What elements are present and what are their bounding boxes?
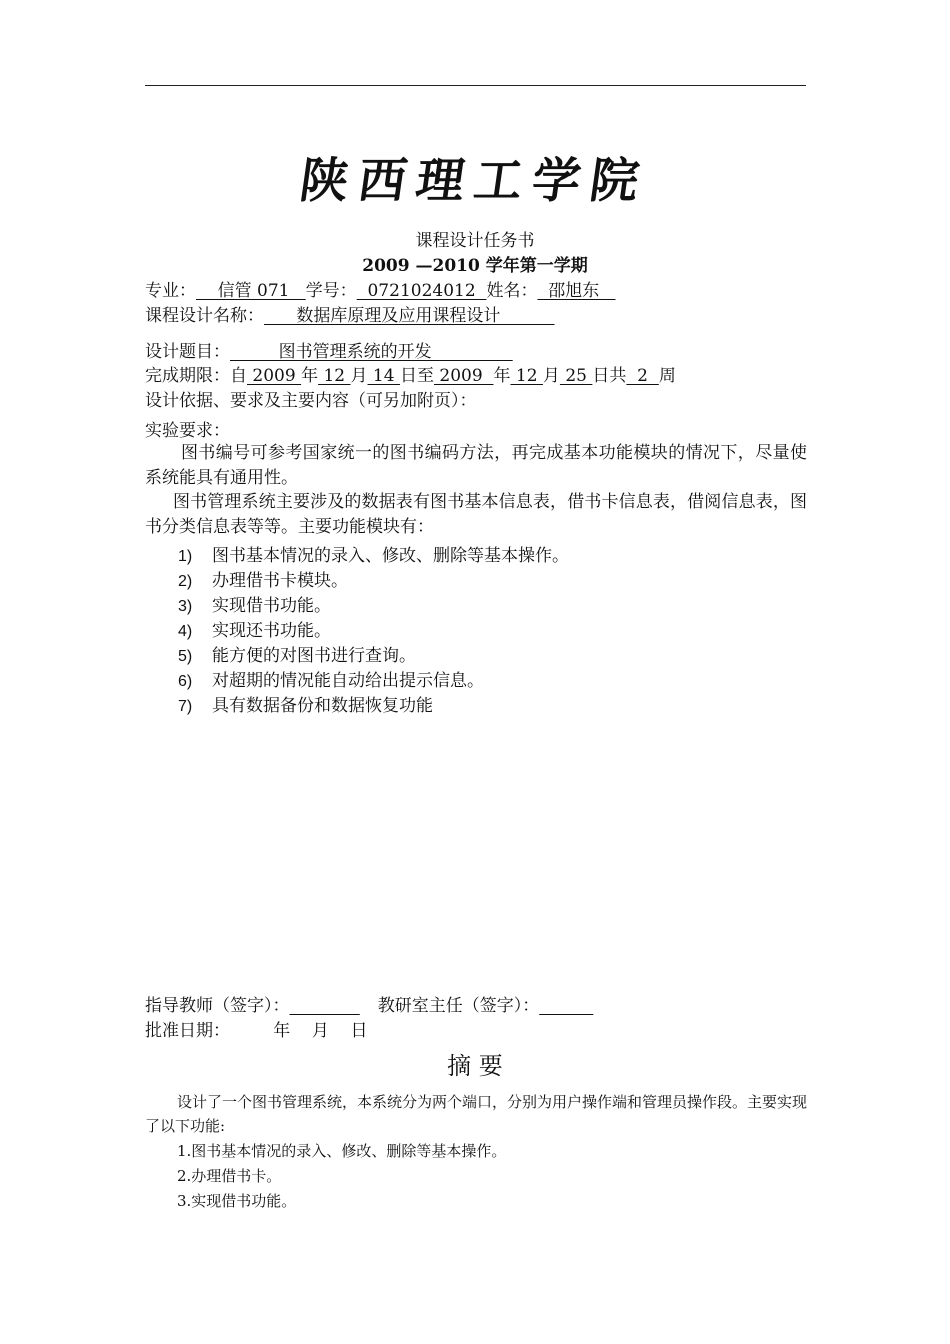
name-label: 姓名：: [486, 281, 538, 301]
list-text: 实现借书功能。: [212, 596, 331, 616]
list-number: 2): [178, 573, 193, 590]
list-text: 具有数据备份和数据恢复功能: [212, 696, 433, 716]
list-item: [178, 591, 331, 616]
advisor-label: 指导教师（签字）：: [145, 996, 290, 1016]
list-text: 对超期的情况能自动给出提示信息。: [212, 671, 484, 691]
course-value: 数据库原理及应用课程设计: [264, 306, 555, 326]
abstract-item: 1.图书基本情况的录入、修改、删除等基本操作。: [177, 1142, 507, 1160]
major-label: 专业：: [145, 281, 196, 301]
period-text: 年: [301, 366, 319, 386]
list-number: 1): [178, 548, 193, 565]
period-end-month: 12: [510, 366, 543, 386]
school-logo: 陕西理工学院: [296, 153, 653, 209]
list-number: 6): [178, 673, 193, 690]
topic-label: 设计题目：: [145, 342, 230, 362]
list-text: 能方便的对图书进行查询。: [212, 646, 416, 666]
list-text: 办理借书卡模块。: [212, 571, 348, 591]
abstract-title: 摘 要: [447, 1052, 503, 1080]
course-label: 课程设计名称：: [145, 306, 264, 326]
period-prefix: 完成期限：自: [145, 366, 247, 386]
director-signature-blank: [539, 996, 593, 1016]
period-end-year: 2009: [433, 366, 494, 386]
major-value: 信管 071: [196, 281, 306, 301]
abstract-item: 2.办理借书卡。: [177, 1167, 282, 1185]
approval-date: 批准日期： 年 月 日: [145, 1021, 368, 1041]
list-item: [178, 691, 433, 716]
student-no-label: 学号：: [305, 281, 357, 301]
list-number: 7): [178, 698, 193, 715]
period-end-day: 25: [559, 366, 593, 386]
list-item: [178, 566, 348, 591]
requirements-paragraph-1: 图书编号可参考国家统一的图书编码方法，再完成基本功能模块的情况下，尽量使系统能具有通用性。: [145, 443, 807, 488]
period-text: 月: [542, 366, 560, 386]
topic-value: 图书管理系统的开发: [230, 342, 513, 362]
period-weeks: 2: [626, 366, 659, 386]
basis-line: 设计依据、要求及主要内容（可另加附页）：: [145, 391, 477, 411]
term: 2009 —2010 学年第一学期: [362, 256, 588, 276]
list-item: [178, 541, 569, 566]
header-rule: [145, 85, 806, 86]
student-info-line: [145, 276, 616, 301]
student-no-value: 0721024012: [356, 281, 487, 301]
period-start-year: 2009: [247, 366, 302, 386]
period-start-day: 14: [367, 366, 400, 386]
course-line: [145, 301, 554, 326]
topic-line: [145, 337, 513, 362]
list-number: 5): [178, 648, 193, 665]
requirements-title: 实验要求：: [145, 421, 230, 441]
period-text: 日共: [592, 366, 627, 386]
period-text: 日至: [399, 366, 434, 386]
period-text: 周: [658, 366, 676, 386]
director-label: 教研室主任（签字）：: [377, 996, 540, 1016]
list-item: [178, 641, 416, 666]
period-start-month: 12: [318, 366, 351, 386]
period-text: 年: [493, 366, 511, 386]
list-text: 图书基本情况的录入、修改、删除等基本操作。: [212, 546, 569, 566]
list-number: 4): [178, 623, 193, 640]
requirements-paragraph-2: 图书管理系统主要涉及的数据表有图书基本信息表，借书卡信息表，借阅信息表，图书分类信息表等等。主要功能模块有：: [145, 492, 807, 537]
list-item: [178, 616, 331, 641]
abstract-paragraph: 设计了一个图书管理系统，本系统分为两个端口，分别为用户操作端和管理员操作段。主要实现了以下功能:: [145, 1093, 808, 1135]
name-value: 邵旭东: [537, 281, 616, 301]
advisor-signature-blank: [290, 996, 360, 1016]
abstract-item: 3.实现借书功能。: [177, 1192, 297, 1210]
period-text: 月: [350, 366, 368, 386]
list-number: 3): [178, 598, 193, 615]
doc-title: 课程设计任务书: [415, 231, 535, 251]
list-item: [178, 666, 484, 691]
list-text: 实现还书功能。: [212, 621, 331, 641]
signature-line: [145, 991, 593, 1016]
period-line: [145, 361, 676, 386]
